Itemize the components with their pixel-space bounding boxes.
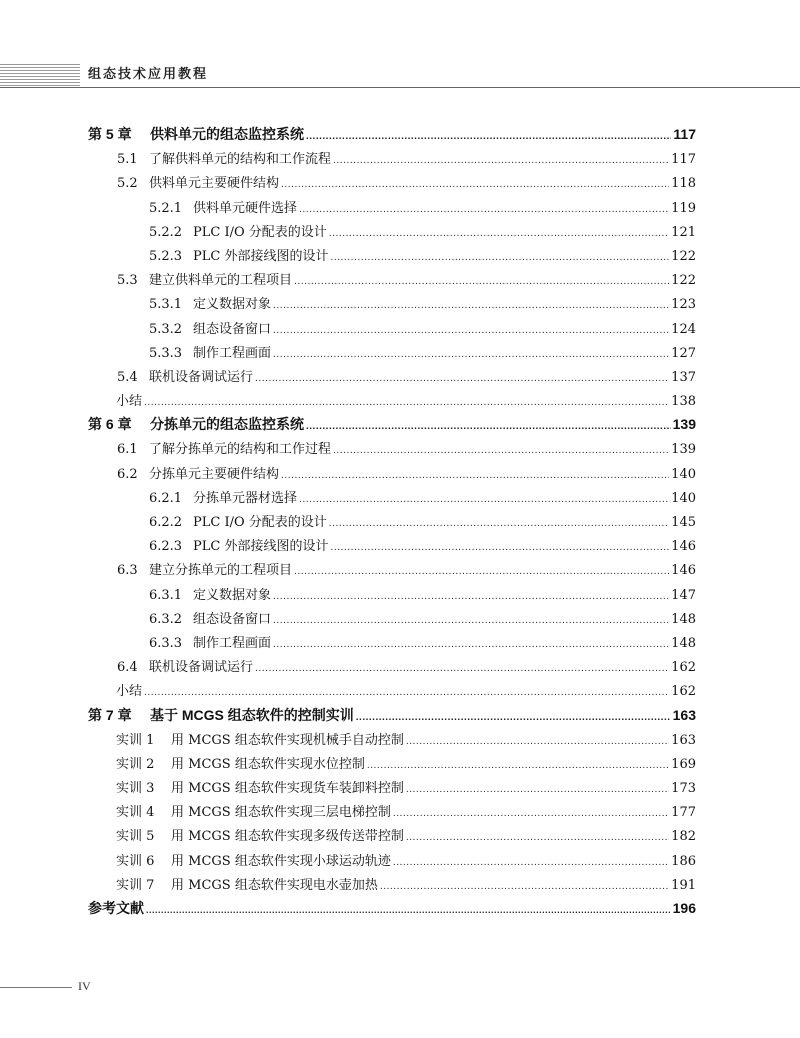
section-title: 供料单元主要硬件结构 [149,176,280,192]
toc-subsection-6-3-3[interactable] [88,632,696,656]
leader-dots [273,350,669,360]
section-title: 联机设备调试运行 [149,369,254,385]
toc-lab-4[interactable] [88,801,696,825]
subsection-number: 6.2.1 [149,490,183,506]
toc-section-6-3[interactable] [88,559,696,583]
lab-number: 实训 1 [116,732,155,748]
toc-subsection-5-3-2[interactable] [88,318,696,342]
page-number: 121 [671,224,696,240]
toc-summary-5[interactable] [88,390,696,414]
lab-title: 用 MCGS 组态软件实现电水壶加热 [171,877,378,893]
page-number: 191 [671,877,696,893]
references-title: 参考文献 [88,900,144,916]
leader-dots [393,809,669,819]
page-number: 140 [671,466,696,482]
page-number: 148 [671,635,696,651]
toc-chapter-7[interactable] [88,705,696,729]
footer-rule [0,987,72,988]
page-number: 162 [671,660,696,676]
page-number: 146 [671,539,696,555]
toc-subsection-6-2-2[interactable] [88,511,696,535]
summary-title: 小结 [116,684,143,700]
leader-dots [281,471,669,481]
section-number: 6.4 [117,660,138,676]
subsection-number: 5.3.1 [149,297,183,313]
table-of-contents [88,124,696,922]
leader-dots [299,495,669,505]
page-number: 122 [671,248,696,264]
page-number: 196 [672,900,696,916]
subsection-number: 5.2.2 [149,224,183,240]
toc-section-5-3[interactable] [88,269,696,293]
toc-references[interactable] [88,898,696,922]
toc-subsection-5-3-3[interactable] [88,342,696,366]
page-number: 186 [671,853,696,869]
page-number: 163 [672,706,696,723]
page-number: 139 [672,416,696,433]
subsection-number: 6.2.3 [149,539,183,555]
section-title: 联机设备调试运行 [149,660,254,676]
page-number: 148 [671,611,696,627]
toc-subsection-5-3-1[interactable] [88,293,696,317]
subsection-number: 6.3.2 [149,611,183,627]
leader-dots [144,688,669,698]
page-number: 124 [671,321,696,337]
leader-dots [333,156,669,166]
toc-section-5-1[interactable] [88,148,696,172]
leader-dots [367,761,669,771]
toc-lab-3[interactable] [88,777,696,801]
chapter-title: 分拣单元的组态监控系统 [150,416,304,433]
section-title: 建立供料单元的工程项目 [149,273,293,289]
subsection-title: 组态设备窗口 [193,321,272,337]
lab-number: 实训 4 [116,805,155,821]
leader-dots [255,374,669,384]
lab-number: 实训 3 [116,781,155,797]
leader-dots [329,519,669,529]
page-number: 118 [671,176,696,192]
page-number: 147 [671,587,696,603]
page-number: 127 [671,345,696,361]
section-title: 分拣单元主要硬件结构 [149,466,280,482]
page-number: 139 [671,442,696,458]
page-number: 122 [671,273,696,289]
leader-dots [380,882,669,892]
lab-title: 用 MCGS 组态软件实现货车装卸料控制 [171,781,404,797]
subsection-title: 定义数据对象 [193,297,272,313]
leader-dots [273,301,669,311]
section-title: 了解分拣单元的结构和工作过程 [149,442,332,458]
chapter-number: 第 5 章 [88,126,132,142]
subsection-number: 5.2.3 [149,248,183,264]
page-number: 123 [671,297,696,313]
leader-dots [273,616,669,626]
summary-title: 小结 [116,394,143,410]
subsection-number: 6.3.1 [149,587,183,603]
lab-title: 用 MCGS 组态软件实现多级传送带控制 [171,829,404,845]
subsection-title: PLC I/O 分配表的设计 [193,515,327,530]
toc-subsection-6-2-3[interactable] [88,535,696,559]
page-number: 119 [671,200,696,216]
toc-subsection-5-2-1[interactable] [88,197,696,221]
subsection-title: 定义数据对象 [193,587,272,603]
lab-number: 实训 6 [116,853,155,869]
subsection-title: 制作工程画面 [193,345,272,361]
toc-chapter-6[interactable] [88,414,696,438]
lab-title: 用 MCGS 组态软件实现三层电梯控制 [171,805,391,821]
header-rule [0,87,800,88]
leader-dots [406,833,669,843]
subsection-title: PLC I/O 分配表的设计 [193,224,327,240]
page-number: 117 [671,152,696,168]
leader-dots [294,277,669,287]
leader-dots [406,737,669,747]
leader-dots [294,567,669,577]
chapter-title: 供料单元的组态监控系统 [150,126,304,142]
toc-lab-1[interactable] [88,729,696,753]
section-title: 建立分拣单元的工程项目 [149,563,293,579]
page-number: 182 [671,829,696,845]
leader-dots [356,712,671,723]
leader-dots [281,180,669,190]
page-number: 145 [671,515,696,530]
section-number: 5.2 [117,176,138,192]
running-header-title: 组态技术应用教程 [88,67,209,82]
leader-dots [299,205,669,215]
page-number: 137 [671,369,696,385]
section-number: 5.3 [117,273,138,289]
toc-section-5-4[interactable] [88,366,696,390]
subsection-number: 6.2.2 [149,515,183,530]
lab-title: 用 MCGS 组态软件实现小球运动轨迹 [171,853,391,869]
toc-lab-7[interactable] [88,874,696,898]
page-number: 173 [671,781,696,797]
leader-dots [330,253,669,263]
section-number: 5.1 [117,152,138,168]
leader-dots [333,446,669,456]
subsection-title: 制作工程画面 [193,635,272,651]
chapter-title: 基于 MCGS 组态软件的控制实训 [150,706,354,723]
leader-dots [273,640,669,650]
chapter-number: 第 7 章 [88,706,132,723]
page-number: 177 [671,805,696,821]
section-number: 6.1 [117,442,138,458]
toc-subsection-5-2-3[interactable] [88,245,696,269]
toc-lab-5[interactable] [88,825,696,849]
toc-lab-6[interactable] [88,850,696,874]
leader-dots [146,905,671,915]
toc-lab-2[interactable] [88,753,696,777]
subsection-title: 供料单元硬件选择 [193,200,298,216]
leader-dots [329,229,669,239]
toc-subsection-6-2-1[interactable] [88,487,696,511]
page-number: 138 [671,394,696,410]
toc-subsection-5-2-2[interactable] [88,221,696,245]
leader-dots [306,131,671,142]
page-number: 140 [671,490,696,506]
toc-summary-6[interactable] [88,680,696,704]
leader-dots [330,543,669,553]
leader-dots [255,664,669,674]
subsection-title: 分拣单元器材选择 [193,490,298,506]
toc-section-5-2[interactable] [88,172,696,196]
leader-dots [144,398,669,408]
leader-dots [393,858,669,868]
chapter-number: 第 6 章 [88,416,132,433]
toc-section-6-4[interactable] [88,656,696,680]
lab-title: 用 MCGS 组态软件实现水位控制 [171,756,365,772]
toc-section-6-1[interactable] [88,438,696,462]
section-number: 6.3 [117,563,138,579]
subsection-number: 6.3.3 [149,635,183,651]
subsection-number: 5.3.3 [149,345,183,361]
page-number: 169 [671,756,696,772]
header-decoration-stripes [0,64,80,86]
page-number: 146 [671,563,696,579]
page-number: 163 [671,732,696,748]
lab-number: 实训 5 [116,829,155,845]
toc-chapter-5[interactable] [88,124,696,148]
toc-section-6-2[interactable] [88,463,696,487]
leader-dots [273,592,669,602]
toc-subsection-6-3-1[interactable] [88,584,696,608]
page-number: 162 [671,684,696,700]
subsection-number: 5.3.2 [149,321,183,337]
toc-subsection-6-3-2[interactable] [88,608,696,632]
page-number: 117 [673,126,696,142]
subsection-title: PLC 外部接线图的设计 [193,248,329,264]
leader-dots [406,785,669,795]
subsection-number: 5.2.1 [149,200,183,216]
section-title: 了解供料单元的结构和工作流程 [149,152,332,168]
leader-dots [306,421,671,432]
subsection-title: 组态设备窗口 [193,611,272,627]
lab-title: 用 MCGS 组态软件实现机械手自动控制 [171,732,404,748]
subsection-title: PLC 外部接线图的设计 [193,539,329,555]
section-number: 5.4 [117,369,138,385]
lab-number: 实训 2 [116,756,155,772]
leader-dots [273,326,669,336]
page-folio: IV [78,979,91,993]
lab-number: 实训 7 [116,877,155,893]
section-number: 6.2 [117,466,138,482]
